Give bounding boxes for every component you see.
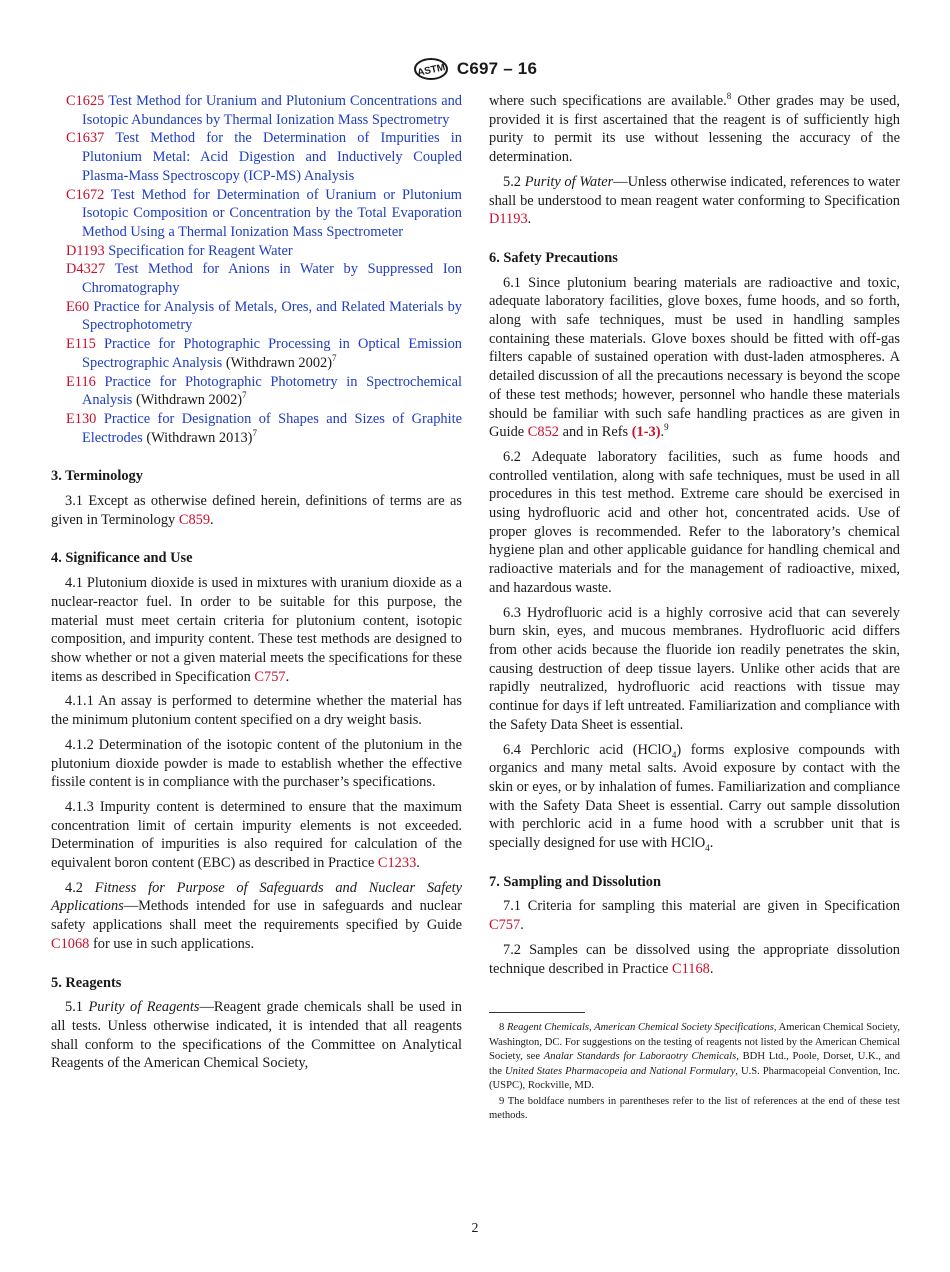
footnote-text: , BDH Ltd., Poole, Dorset, U.K., and the <box>489 1051 901 1077</box>
referenced-documents-list <box>51 92 462 447</box>
footnote-italic: Analar Standards for Laboraotry Chemicals <box>543 1051 737 1063</box>
reference-item <box>51 92 462 129</box>
paragraph-text: 6.4 Perchloric acid (HClO <box>503 741 672 758</box>
link-d1193[interactable]: D1193 <box>489 211 528 228</box>
paragraph-text: . <box>709 835 714 852</box>
footnote-text: , U.S. Pharmacopeial Convention, Inc. (USPC), Rockville, MD. <box>489 1065 900 1092</box>
reference-code[interactable]: E115 <box>66 336 96 353</box>
paragraph-text: where such specifications are available. <box>489 93 727 109</box>
astm-logo-icon <box>413 58 449 80</box>
paragraph-6-4 <box>489 741 900 853</box>
link-c1168[interactable]: C1168 <box>672 960 710 977</box>
footnote-number: 8 <box>499 1022 507 1034</box>
left-column <box>51 92 462 1079</box>
paragraph-6-3: 6.3 Hydrofluoric acid is a highly corrosive acid that can severely burn skin, eyes, and mucous membranes. Hydrofluoric acid differs from other acids because the fluoride ion readily penetrates the skin, causing destruction of deep tissue layers. Unlike other acids that are rapidly neutralized, hydrofluoric acid reactions with tissue may continue for days if left untreated. Familiarization and compliance with the Safety Data Sheet is essential. <box>489 604 900 733</box>
paragraph-text: Other grades may be used, provided it is first ascertained that the reagent is of sufficiently high purity to permit its use without lessening the accuracy of the determination. <box>489 93 900 166</box>
reference-item <box>51 410 462 447</box>
paragraph-text: . <box>520 917 524 934</box>
section-heading-significance: 4. Significance and Use <box>51 550 193 567</box>
paragraph-text: . <box>709 960 714 977</box>
reference-title[interactable]: Test Method for the Determination of Impurities in Plutonium Metal: Acid Digestion and Inductively Coupled Plasma-Mass Spectroscopy (ICP-MS) Analysis <box>82 130 462 184</box>
paragraph-7-2 <box>489 941 900 978</box>
paragraph-text: . <box>527 211 532 228</box>
reference-item <box>51 335 462 372</box>
reference-title[interactable]: Specification for Reagent Water <box>108 242 293 259</box>
footnote-8 <box>489 1021 900 1094</box>
reference-code[interactable]: C1672 <box>66 186 105 203</box>
reference-title[interactable]: Test Method for Determination of Uranium or Plutonium Isotopic Composition or Concentration by the Total Evaporation Method Using a Thermal Ionization Mass Spectrometer <box>82 186 462 240</box>
paragraph-text: and in Refs <box>558 424 632 441</box>
withdrawn-note: (Withdrawn 2002) <box>132 392 243 409</box>
reference-title[interactable]: Practice for Designation of Shapes and Sizes of Graphite Electrodes <box>82 410 462 446</box>
paragraph-text: . <box>285 668 290 685</box>
section-heading-terminology: 3. Terminology <box>51 468 143 485</box>
right-column <box>489 92 900 1125</box>
paragraph-4-1-1: 4.1.1 An assay is performed to determine whether the material has the minimum plutonium content specified on a dry weight basis. <box>51 693 462 729</box>
section-heading-sampling: 7. Sampling and Dissolution <box>489 873 661 890</box>
paragraph-6-2: 6.2 Adequate laboratory facilities, such as fume hoods and controlled ventilation, along with safe techniques, must be used in all procedures in this test method. Extreme care should be exercised in using hydrofluoric acid and other hot, concentrated acids. Use of proper gloves is recommended. Refer to the laboratory’s chemical hygiene plan and other applicable guidance for handling chemical and radioactive materials and for the management of radioactive, mixed, and hazardous waste. <box>489 448 900 596</box>
section-heading-safety: 6. Safety Precautions <box>489 249 618 266</box>
paragraph-italic-title: Purity of Water <box>524 173 614 190</box>
paragraph-text: . <box>660 424 665 441</box>
paragraph-text: . <box>210 511 214 528</box>
reference-code[interactable]: E116 <box>66 373 96 390</box>
standard-designation: C697 – 16 <box>456 59 538 78</box>
subscript: 4 <box>671 749 677 760</box>
paragraph-text: . <box>416 855 420 872</box>
paragraph-number: 4.2 <box>65 879 95 896</box>
footnote-italic: Reagent Chemicals, American Chemical Society Specifications <box>506 1022 774 1034</box>
reference-title[interactable]: Practice for Photographic Photometry in Spectrochemical Analysis <box>82 373 462 409</box>
reference-code[interactable]: C1625 <box>66 93 105 109</box>
subscript: 4 <box>705 842 710 853</box>
page-header <box>0 58 950 80</box>
paragraph-text: 3.1 Except as otherwise defined herein, definitions of terms are as given in Terminology <box>51 493 462 528</box>
paragraph-5-2 <box>489 173 900 229</box>
paragraph-4-1 <box>51 574 462 686</box>
paragraph-italic-title: Purity of Reagents <box>88 999 200 1016</box>
footnote-marker: 8 <box>726 91 732 102</box>
reference-item <box>51 260 462 297</box>
reference-code[interactable]: C1637 <box>66 130 105 147</box>
footnote-marker: 7 <box>332 353 337 364</box>
paragraph-text: —Methods intended for use in safeguards and nuclear safety applications shall meet the requirements specified by Guide <box>51 898 462 934</box>
reference-item <box>51 129 462 185</box>
reference-code[interactable]: D1193 <box>66 242 105 259</box>
reference-title[interactable]: Practice for Photographic Processing in Optical Emission Spectrographic Analysis <box>82 336 462 371</box>
footnote-italic: United States Pharmacopeia and National Formulary <box>504 1065 736 1077</box>
paragraph-text: 4.1.3 Impurity content is determined to ensure that the maximum concentration limit of certain impurity elements is not exceeded. Determination of impurities is also required for calculation of the equivalent boron content (EBC) as described in Practice <box>51 798 462 872</box>
paragraph-text: ) forms explosive compounds with organics and many metal salts. Avoid exposure by contact with the skin or eyes, or by inhalation of fumes. Familiarization and compliance with the Safety Data Sheet is essential. Carry out sample dissolution with perchloric acid in a fume hood with a scrubber unit that is specially designed for use with HClO <box>489 741 900 852</box>
reference-item <box>51 298 462 335</box>
link-c859[interactable]: C859 <box>178 511 211 528</box>
paragraph-7-1 <box>489 897 900 934</box>
withdrawn-note: (Withdrawn 2002) <box>222 354 333 371</box>
paragraph-5-1-continued <box>489 92 900 167</box>
link-c852[interactable]: C852 <box>527 424 559 441</box>
paragraph-text: 4.1 Plutonium dioxide is used in mixtures with uranium dioxide as a nuclear-reactor fuel. In order to be suitable for this purpose, the material must meet certain criteria for plutonium content, isotopic composition, and impurity content. These test methods are designed to show whether or not a given material meets the specifications for these items as described in Specification <box>51 575 462 685</box>
footnote-9: 9 The boldface numbers in parentheses refer to the list of references at the end of these test methods. <box>489 1095 900 1122</box>
footnote-marker: 7 <box>252 427 257 438</box>
footnote-divider <box>489 1012 585 1013</box>
reference-code[interactable]: D4327 <box>66 261 106 278</box>
paragraph-4-1-3 <box>51 798 462 873</box>
paragraph-5-1 <box>51 998 462 1073</box>
paragraph-number: 5.1 <box>65 999 89 1016</box>
link-c1068[interactable]: C1068 <box>51 935 90 952</box>
paragraph-number: 5.2 <box>503 173 525 190</box>
paragraph-text: 6.1 Since plutonium bearing materials are radioactive and toxic, adequate laboratory facilities, glove boxes, fume hoods, and so forth, along with safe techniques, must be used in handling samples containing these materials. Glove boxes should be fitted with off-gas filters capable of sustained operation with dust-laden atmospheres. A detailed discussion of all the precautions necessary is beyond the scope of these test methods; however, personnel who handle these materials should be familiar with such safe handling practices as are given in Guide <box>489 274 900 441</box>
paragraph-italic-title: Fitness for Purpose of Safeguards and Nuclear Safety Applications <box>51 879 462 915</box>
paragraph-4-1-2: 4.1.2 Determination of the isotopic content of the plutonium in the plutonium dioxide powder is made to establish whether the effective fissile content is in compliance with the purchaser’s specifications. <box>51 736 462 791</box>
withdrawn-note: (Withdrawn 2013) <box>142 429 253 446</box>
reference-item <box>51 186 462 242</box>
paragraph-4-2 <box>51 879 462 954</box>
footnote-text: , American Chemical Society, Washington, DC. For suggestions on the testing of reagents not listed by the American Chemical Society, see <box>489 1022 900 1063</box>
link-c1233[interactable]: C1233 <box>377 855 417 872</box>
reference-code[interactable]: E130 <box>66 410 97 427</box>
link-c757[interactable]: C757 <box>489 917 521 934</box>
reference-item <box>51 373 462 410</box>
page-number: 2 <box>471 1221 479 1236</box>
paragraph-3-1 <box>51 492 462 529</box>
reference-item <box>51 242 462 261</box>
footnote-marker: 7 <box>242 390 247 401</box>
paragraph-6-1 <box>489 274 900 442</box>
reference-title[interactable]: Test Method for Anions in Water by Suppressed Ion Chromatography <box>82 261 462 297</box>
paragraph-text: —Reagent grade chemicals shall be used in all tests. Unless otherwise indicated, it is intended that all reagents shall conform to the specifications of the Committee on Analytical Reagents of the American Chemical Society, <box>51 999 462 1072</box>
reference-numbers-link[interactable]: (1-3) <box>631 424 661 441</box>
reference-code[interactable]: E60 <box>66 298 90 315</box>
link-c757[interactable]: C757 <box>254 668 286 685</box>
paragraph-text: 7.2 Samples can be dissolved using the appropriate dissolution technique described in Practice <box>489 941 900 977</box>
svg-text:ASTM: ASTM <box>416 62 447 79</box>
section-heading-reagents: 5. Reagents <box>51 974 122 991</box>
reference-title[interactable]: Test Method for Uranium and Plutonium Concentrations and Isotopic Abundances by Thermal Ionization Mass Spectrometry <box>82 93 463 128</box>
paragraph-text: for use in such applications. <box>89 935 255 952</box>
reference-title[interactable]: Practice for Analysis of Metals, Ores, and Related Materials by Spectrophotometry <box>82 298 462 334</box>
paragraph-text: 7.1 Criteria for sampling this material are given in Specification <box>503 898 900 915</box>
paragraph-text: —Unless otherwise indicated, references to water shall be understood to mean reagent water conforming to Specification <box>489 173 900 209</box>
footnote-marker: 9 <box>664 422 669 433</box>
